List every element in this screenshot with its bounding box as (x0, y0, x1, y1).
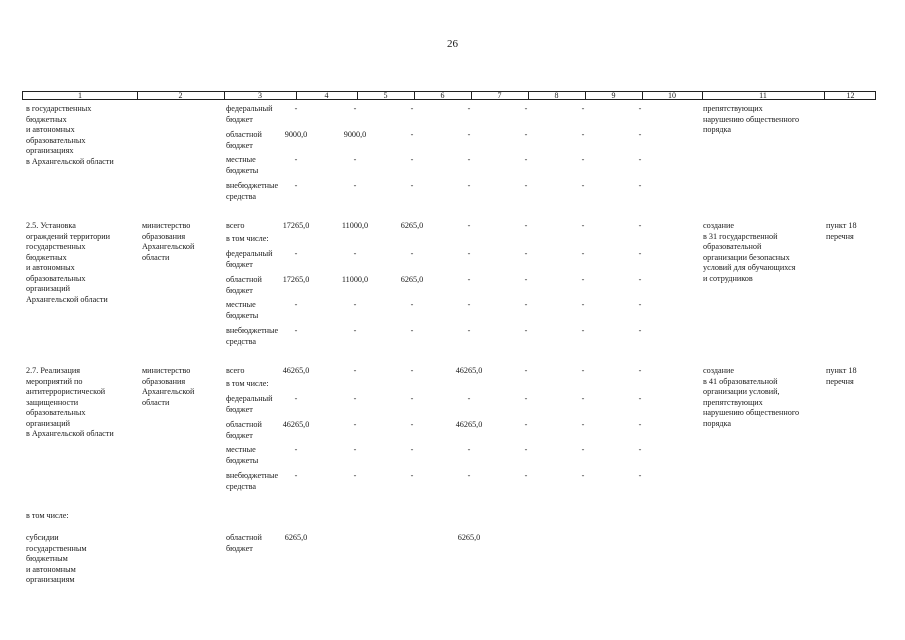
table-cell-value: - (581, 181, 585, 190)
table-cell-value: - (353, 394, 357, 403)
header-col-12: 12 (846, 91, 855, 100)
table-cell-value: - (294, 181, 298, 190)
table-cell-value: - (410, 445, 414, 454)
table-cell-value: - (467, 394, 471, 403)
header-col-9: 9 (611, 91, 616, 100)
table-cell-value: - (524, 221, 528, 230)
table-cell-value: 46265,0 (282, 420, 310, 429)
measure-2-7-reference: пункт 18 перечня (826, 366, 857, 386)
table-cell-value: - (638, 326, 642, 335)
table-cell-value: - (581, 221, 585, 230)
table-cell-value: - (581, 326, 585, 335)
funding-source-federal: федеральный бюджет (226, 394, 273, 414)
table-cell-value: - (581, 155, 585, 164)
table-cell-value: - (638, 445, 642, 454)
table-cell-value: - (638, 249, 642, 258)
table-cell-value: - (581, 366, 585, 375)
measure-2-5-name: 2.5. Установка ограждений территории государственных бюджетных и автономных образовательных организаций Архангельской области (26, 221, 111, 304)
table-cell-value: - (353, 366, 357, 375)
table-cell-value: - (581, 249, 585, 258)
funding-source-total: всего (226, 221, 245, 230)
table-cell-value: - (467, 221, 471, 230)
table-cell-value: - (410, 366, 414, 375)
table-cell-value: 11000,0 (341, 221, 369, 230)
table-cell-value: - (294, 155, 298, 164)
table-cell-value: - (581, 445, 585, 454)
funding-source-federal: федеральный бюджет (226, 104, 273, 124)
table-cell-value: - (638, 300, 642, 309)
measure-2-7-result: создание в 41 образовательной организации условий, препятствующих нарушению общественного порядка (703, 366, 800, 428)
table-cell-value: - (294, 249, 298, 258)
table-cell-value: - (524, 394, 528, 403)
table-cell-value: - (294, 445, 298, 454)
table-cell-value: - (353, 420, 357, 429)
table-cell-value: - (410, 471, 414, 480)
page-number: 26 (447, 38, 458, 50)
funding-source-regional: областной бюджет (226, 130, 262, 150)
funding-source-extrabudgetary: внебюджетные средства (226, 471, 279, 491)
table-cell-value: - (294, 300, 298, 309)
table-cell-value: - (410, 104, 414, 113)
table-cell-value: - (581, 471, 585, 480)
table-cell-value: - (638, 275, 642, 284)
table-cell-value: - (638, 366, 642, 375)
table-cell-value: - (353, 104, 357, 113)
table-cell-value: - (581, 130, 585, 139)
header-col-4: 4 (324, 91, 329, 100)
table-cell-value: 9000,0 (343, 130, 367, 139)
table-cell-value: - (467, 326, 471, 335)
table-cell-value: - (467, 249, 471, 258)
expected-result-continued: препятствующих нарушению общественного порядка (703, 104, 800, 134)
table-cell-value: - (467, 155, 471, 164)
funding-source-including: в том числе: (226, 379, 269, 388)
table-cell-value: - (353, 249, 357, 258)
header-col-7: 7 (497, 91, 502, 100)
table-cell-value: - (524, 249, 528, 258)
measure-2-7-name: 2.7. Реализация мероприятий по антитеррористической защищенности образовательных организаций в Архангельской области (26, 366, 114, 438)
table-cell-value: - (524, 445, 528, 454)
header-col-1: 1 (78, 91, 82, 100)
table-cell-value: - (467, 130, 471, 139)
table-cell-value: 6265,0 (400, 275, 424, 284)
table-cell-value: - (294, 104, 298, 113)
funding-source-total: всего (226, 366, 245, 375)
table-cell-value: - (467, 181, 471, 190)
table-header (22, 91, 876, 100)
header-col-11: 11 (759, 91, 767, 100)
subsidies-funding-source: областной бюджет (226, 533, 262, 553)
funding-source-including: в том числе: (226, 234, 269, 243)
header-col-6: 6 (440, 91, 445, 100)
table-cell-value: - (581, 300, 585, 309)
table-cell-value: - (410, 394, 414, 403)
funding-source-federal: федеральный бюджет (226, 249, 273, 269)
table-cell-value: - (353, 181, 357, 190)
measure-name-continued: в государственных бюджетных и автономных образовательных организациях в Архангельской области (26, 104, 114, 166)
table-cell-value: - (524, 155, 528, 164)
table-cell-value: - (294, 394, 298, 403)
table-cell-value: - (353, 326, 357, 335)
table-cell-value: - (581, 275, 585, 284)
table-cell-value: - (467, 445, 471, 454)
funding-source-extrabudgetary: внебюджетные средства (226, 326, 279, 346)
measure-2-5-result: создание в 31 государственной образовательной организации безопасных условий для обучающихся и сотрудников (703, 221, 796, 283)
table-cell-value: - (353, 300, 357, 309)
table-cell-value: - (410, 249, 414, 258)
table-cell-value: - (638, 130, 642, 139)
funding-source-regional: областной бюджет (226, 275, 262, 295)
table-cell-value: - (294, 326, 298, 335)
table-cell-value: 6265,0 (400, 221, 424, 230)
table-cell-value: 6265,0 (284, 533, 308, 542)
header-col-3: 3 (258, 91, 262, 100)
measure-2-7-executor: министерство образования Архангельской области (142, 366, 195, 407)
table-cell-value: 11000,0 (341, 275, 369, 284)
table-cell-value: - (410, 300, 414, 309)
table-cell-value: - (467, 471, 471, 480)
funding-source-local: местные бюджеты (226, 155, 259, 175)
table-cell-value: - (638, 394, 642, 403)
table-cell-value: - (353, 155, 357, 164)
table-cell-value: - (524, 275, 528, 284)
table-cell-value: - (294, 471, 298, 480)
including-label: в том числе: (26, 511, 69, 520)
funding-source-regional: областной бюджет (226, 420, 262, 440)
table-cell-value: - (467, 300, 471, 309)
header-col-2: 2 (178, 91, 183, 100)
table-cell-value: - (524, 130, 528, 139)
table-cell-value: - (638, 104, 642, 113)
header-col-8: 8 (554, 91, 559, 100)
funding-source-local: местные бюджеты (226, 445, 259, 465)
table-cell-value: - (410, 326, 414, 335)
table-cell-value: - (410, 130, 414, 139)
table-cell-value: - (524, 420, 528, 429)
measure-2-5-executor: министерство образования Архангельской области (142, 221, 195, 262)
table-cell-value: 6265,0 (457, 533, 481, 542)
header-col-5: 5 (383, 91, 388, 100)
measure-2-5-reference: пункт 18 перечня (826, 221, 857, 241)
funding-source-extrabudgetary: внебюджетные средства (226, 181, 279, 201)
subsidies-name: субсидии государственным бюджетным и автономным организациям (26, 533, 87, 584)
table-cell-value: - (581, 104, 585, 113)
table-cell-value: 17265,0 (282, 221, 310, 230)
funding-source-local: местные бюджеты (226, 300, 259, 320)
table-cell-value: - (524, 326, 528, 335)
table-cell-value: - (467, 275, 471, 284)
table-cell-value: 46265,0 (282, 366, 310, 375)
table-cell-value: - (524, 104, 528, 113)
table-cell-value: 46265,0 (455, 366, 483, 375)
table-cell-value: - (524, 300, 528, 309)
table-cell-value: - (638, 221, 642, 230)
table-cell-value: - (353, 471, 357, 480)
table-cell-value: - (410, 420, 414, 429)
table-cell-value: - (410, 155, 414, 164)
table-cell-value: - (524, 366, 528, 375)
table-cell-value: - (524, 181, 528, 190)
table-cell-value: - (638, 471, 642, 480)
header-col-10: 10 (668, 91, 676, 100)
table-cell-value: - (467, 104, 471, 113)
table-cell-value: - (638, 420, 642, 429)
table-cell-value: - (638, 181, 642, 190)
table-cell-value: - (353, 445, 357, 454)
table-cell-value: - (581, 394, 585, 403)
table-cell-value: 17265,0 (282, 275, 310, 284)
table-cell-value: 46265,0 (455, 420, 483, 429)
table-cell-value: 9000,0 (284, 130, 308, 139)
table-cell-value: - (524, 471, 528, 480)
table-cell-value: - (638, 155, 642, 164)
table-cell-value: - (581, 420, 585, 429)
table-cell-value: - (410, 181, 414, 190)
